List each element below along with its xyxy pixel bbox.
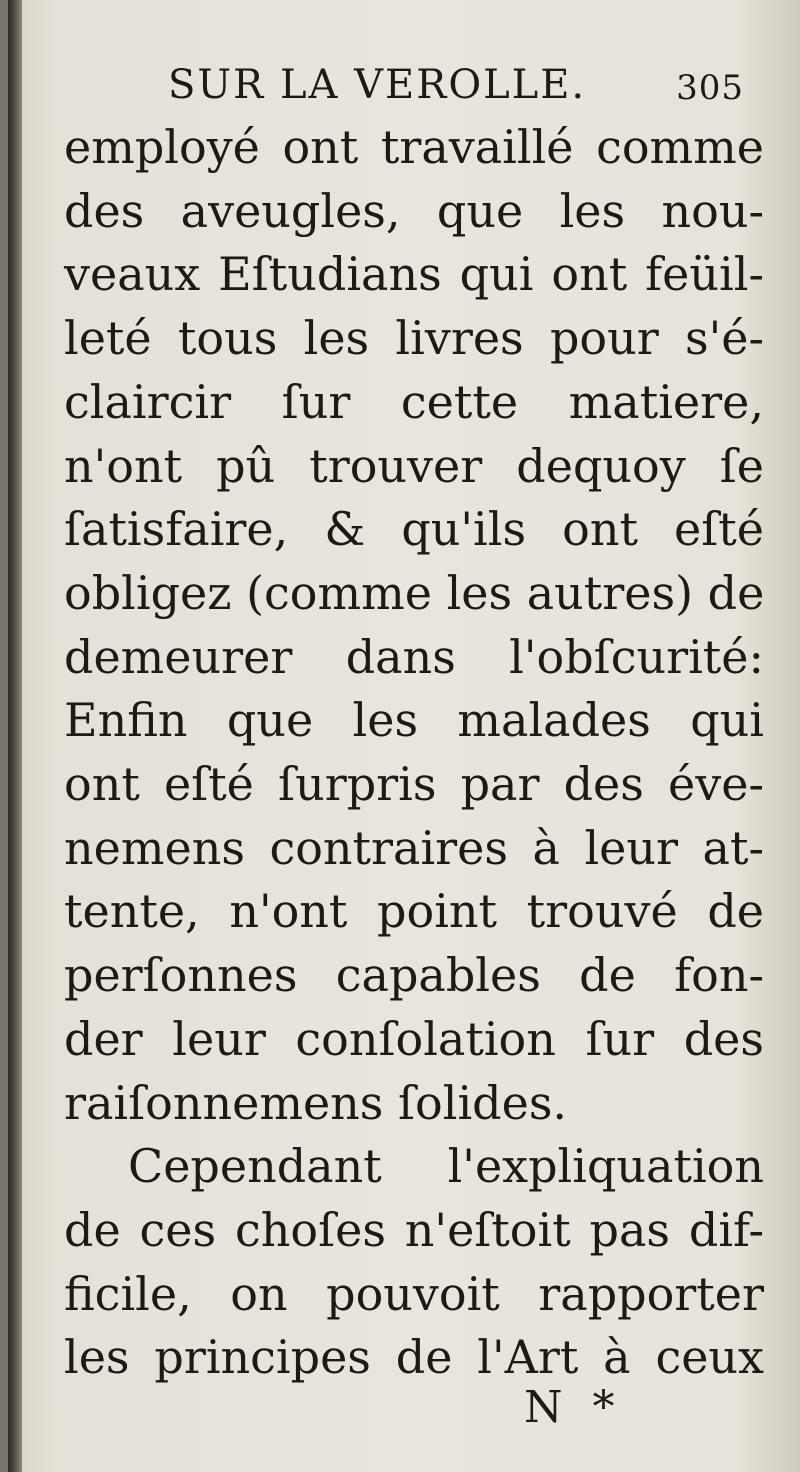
- text-line: der leur conſolation ſur des: [64, 1011, 764, 1066]
- body-text: [64, 116, 764, 1390]
- page-gutter: [8, 0, 22, 1472]
- text-line: demeurer dans l'obſcurité:: [64, 629, 764, 684]
- page-number: 305: [676, 68, 744, 108]
- text-line: perſonnes capables de fon-: [64, 948, 764, 1003]
- text-line: obligez (comme les autres) de: [64, 565, 765, 620]
- text-line: n'ont pû trouver dequoy ſe: [64, 438, 764, 493]
- text-line: ſatisfaire, & qu'ils ont eſté: [64, 502, 764, 557]
- text-line: ficile, on pouvoit rapporter: [64, 1266, 764, 1321]
- signature-mark: N *: [524, 1382, 623, 1433]
- text-line: veaux Eſtudians qui ont feüil-: [64, 247, 764, 302]
- text-line: des aveugles, que les nou-: [64, 183, 764, 238]
- text-line: leté tous les livres pour s'é-: [64, 311, 764, 366]
- text-line: tente, n'ont point trouvé de: [64, 884, 764, 939]
- running-title: SUR LA VEROLLE.: [168, 62, 587, 108]
- book-page: [8, 0, 800, 1472]
- text-line: Enfin que les malades qui: [64, 693, 764, 748]
- text-line: de ces choſes n'eſtoit pas dif-: [64, 1202, 764, 1257]
- text-line: claircir ſur cette matiere,: [64, 374, 764, 429]
- text-line: employé ont travaillé comme: [64, 120, 764, 174]
- paragraph-start-line: Cependant l'expliquation: [128, 1139, 764, 1194]
- paragraph-end-line: raiſonnemens ſolides.: [64, 1075, 568, 1130]
- text-line: ont eſté ſurpris par des éve-: [64, 757, 764, 812]
- text-line: nemens contraires à leur at-: [64, 820, 764, 875]
- text-line: les principes de l'Art à ceux: [64, 1330, 764, 1385]
